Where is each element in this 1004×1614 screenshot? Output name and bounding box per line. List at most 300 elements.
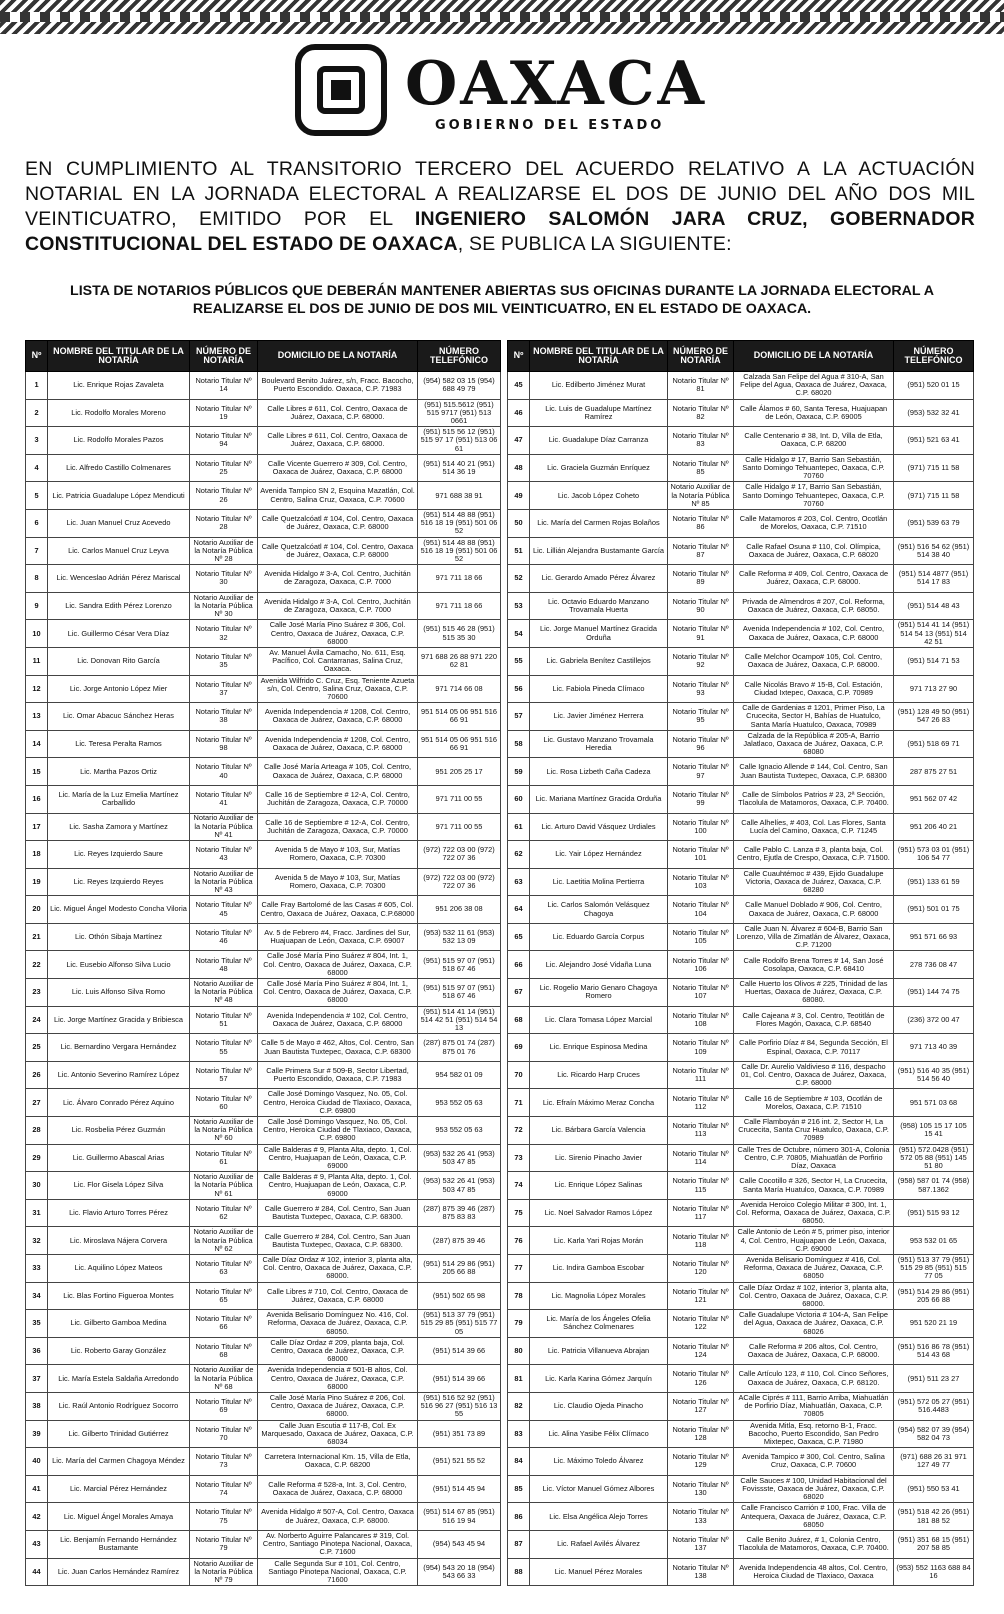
cell-notary-number: Notario Titular Nº 137 <box>668 1530 734 1558</box>
table-header-row <box>508 341 974 372</box>
cell-notary-number: Notario Titular Nº 120 <box>668 1255 734 1283</box>
cell-number: 49 <box>508 482 530 510</box>
cell-name: Lic. María del Carmen Rojas Bolaños <box>530 509 668 537</box>
cell-notary-number: Notario Auxiliar de la Notaría Pública Nº 41 <box>190 813 258 841</box>
table-row <box>26 1448 501 1476</box>
cell-address: ACalle Ciprés # 111, Barrio Arriba, Miahuatlán de Porfirio Díaz, Miahuatlán, Oaxaca, C.P. 70805 <box>734 1392 894 1420</box>
cell-phone: (951) 514 67 85 (951) 516 19 94 <box>418 1503 501 1531</box>
cell-address: Calle José Domingo Vasquez, No. 05, Col. Centro, Heroica Ciudad de Tlaxiaco, Oaxaca, C.P. 69800 <box>258 1089 418 1117</box>
cell-number: 27 <box>26 1089 48 1117</box>
brand-subtitle: GOBIERNO DEL ESTADO <box>435 118 665 133</box>
cell-phone: (951) 518 42 26 (951) 181 88 52 <box>894 1503 974 1531</box>
table-row <box>508 841 974 869</box>
cell-address: Avenida Mitla, Esq. retorno B-1, Fracc. Bacocho, Puerto Escondido, San Pedro Mixtepec, Oaxaca, C.P. 71980 <box>734 1420 894 1448</box>
cell-number: 52 <box>508 565 530 593</box>
cell-phone: (951) 515 97 07 (951) 518 67 46 <box>418 951 501 979</box>
cell-name: Lic. María del Carmen Chagoya Méndez <box>48 1448 190 1476</box>
cell-name: Lic. Yair López Hernández <box>530 841 668 869</box>
table-row <box>26 1365 501 1393</box>
cell-number: 75 <box>508 1199 530 1227</box>
cell-address: Calle Reforma # 528-a, Int. 3, Col. Centro, Oaxaca de Juárez, Oaxaca, C.P. 68000 <box>258 1475 418 1503</box>
cell-address: Calle Fray Bartolomé de las Casas # 605, Col. Centro, Oaxaca de Juárez, Oaxaca, C.P.68000 <box>258 896 418 924</box>
cell-notary-number: Notario Titular Nº 99 <box>668 785 734 813</box>
table-row <box>26 1475 501 1503</box>
table-header-row <box>26 341 501 372</box>
cell-name: Lic. Karla Yari Rojas Morán <box>530 1227 668 1255</box>
cell-phone: (951) 518 69 71 <box>894 730 974 758</box>
cell-phone: (951) 514 4877 (951) 514 17 83 <box>894 565 974 593</box>
cell-address: Calle Libres # 611, Col. Centro, Oaxaca de Juárez, Oaxaca, C.P. 68000. <box>258 427 418 455</box>
table-row <box>26 1558 501 1586</box>
cell-number: 80 <box>508 1337 530 1365</box>
cell-address: Calle 5 de Mayo # 462, Altos, Col. Centro, San Juan Bautista Tuxtepec, Oaxaca, C.P. 68300 <box>258 1034 418 1062</box>
cell-notary-number: Notario Titular Nº 14 <box>190 372 258 400</box>
cell-notary-number: Notario Titular Nº 43 <box>190 841 258 869</box>
cell-address: Avenida Hidalgo # 3-A, Col. Centro, Juchitán de Zaragoza, Oaxaca, C.P. 7000 <box>258 565 418 593</box>
cell-notary-number: Notario Titular Nº 28 <box>190 509 258 537</box>
cell-address: Calle Juan Escutia # 117-B, Col. Ex Marquesado, Oaxaca de Juárez, Oaxaca, C.P. 68034 <box>258 1420 418 1448</box>
cell-name: Lic. Aquilino López Mateos <box>48 1255 190 1283</box>
table-row <box>26 813 501 841</box>
cell-name: Lic. María de los Ángeles Ofelia Sánchez Colmenares <box>530 1310 668 1338</box>
table-row <box>508 647 974 675</box>
cell-phone: 951 206 38 08 <box>418 896 501 924</box>
cell-address: Calle Tres de Octubre, número 301-A, Colonia Centro, C.P. 70805, Miahuatlán de Porfirio Díaz, Oaxaca <box>734 1144 894 1172</box>
cell-name: Lic. Miroslava Nájera Corvera <box>48 1227 190 1255</box>
cell-name: Lic. Othón Sibaja Martínez <box>48 923 190 951</box>
table-row <box>26 537 501 565</box>
cell-phone: (951) 516 40 35 (951) 514 56 40 <box>894 1061 974 1089</box>
table-row <box>26 427 501 455</box>
cell-notary-number: Notario Titular Nº 98 <box>190 730 258 758</box>
table-row <box>508 1034 974 1062</box>
column-header-address: DOMICILIO DE LA NOTARÍA <box>734 341 894 372</box>
cell-address: Calle Balderas # 9, Planta Alta, depto. 1, Col. Centro, Huajuapan de León, Oaxaca, C.P. 69000 <box>258 1144 418 1172</box>
cell-address: Calle Cuauhtémoc # 439, Ejido Guadalupe Victoria, Oaxaca de Juárez, Oaxaca, C.P. 68280 <box>734 868 894 896</box>
cell-notary-number: Notario Titular Nº 45 <box>190 896 258 924</box>
table-row <box>508 1337 974 1365</box>
cell-notary-number: Notario Titular Nº 35 <box>190 647 258 675</box>
cell-phone: (953) 532 26 41 (953) 503 47 85 <box>418 1172 501 1200</box>
cell-name: Lic. Máximo Toledo Álvarez <box>530 1448 668 1476</box>
cell-number: 9 <box>26 592 48 620</box>
cell-name: Lic. Noel Salvador Ramos López <box>530 1199 668 1227</box>
cell-name: Lic. Edilberto Jiménez Murat <box>530 372 668 400</box>
cell-name: Lic. Teresa Peralta Ramos <box>48 730 190 758</box>
cell-number: 81 <box>508 1365 530 1393</box>
cell-number: 46 <box>508 399 530 427</box>
cell-name: Lic. Jorge Antonio López Mier <box>48 675 190 703</box>
cell-number: 68 <box>508 1006 530 1034</box>
cell-notary-number: Notario Titular Nº 85 <box>668 454 734 482</box>
cell-name: Lic. Víctor Manuel Gómez Albores <box>530 1475 668 1503</box>
cell-number: 48 <box>508 454 530 482</box>
table-row <box>26 675 501 703</box>
cell-name: Lic. Roberto Garay González <box>48 1337 190 1365</box>
cell-notary-number: Notario Auxiliar de la Notaría Pública Nº 79 <box>190 1558 258 1586</box>
cell-notary-number: Notario Titular Nº 94 <box>190 427 258 455</box>
cell-phone: (951) 515 93 12 <box>894 1199 974 1227</box>
cell-name: Lic. Carlos Salomón Velásquez Chagoya <box>530 896 668 924</box>
table-row <box>508 675 974 703</box>
cell-phone: (953) 532 11 61 (953) 532 13 09 <box>418 923 501 951</box>
cell-number: 44 <box>26 1558 48 1586</box>
cell-address: Calle Díaz Ordaz # 102, interior 3, planta alta, Col. Centro, Oaxaca de Juárez, Oaxaca, C.P. 68000. <box>734 1282 894 1310</box>
cell-address: Calle Reforma # 206 altos, Col. Centro, Oaxaca de Juárez, Oaxaca, C.P. 68000. <box>734 1337 894 1365</box>
cell-notary-number: Notario Auxiliar de la Notaría Pública Nº 62 <box>190 1227 258 1255</box>
cell-phone: (951) 514 71 53 <box>894 647 974 675</box>
cell-number: 69 <box>508 1034 530 1062</box>
cell-notary-number: Notario Titular Nº 126 <box>668 1365 734 1393</box>
table-row <box>26 730 501 758</box>
cell-address: Calle Pablo C. Lanza # 3, planta baja, Col. Centro, Ejutla de Crespo, Oaxaca, C.P. 71500. <box>734 841 894 869</box>
cell-notary-number: Notario Titular Nº 75 <box>190 1503 258 1531</box>
cell-phone: (287) 875 39 46 <box>418 1227 501 1255</box>
cell-name: Lic. Patricia Guadalupe López Mendicuti <box>48 482 190 510</box>
cell-address: Calle Artículo 123, # 110, Col. Cinco Señores, Oaxaca de Juárez, Oaxaca, C.P. 68120. <box>734 1365 894 1393</box>
cell-phone: 951 571 66 93 <box>894 923 974 951</box>
cell-notary-number: Notario Titular Nº 55 <box>190 1034 258 1062</box>
cell-name: Lic. Efraín Máximo Meraz Concha <box>530 1089 668 1117</box>
cell-notary-number: Notario Titular Nº 61 <box>190 1144 258 1172</box>
cell-address: Calle Alhelíes, # 403, Col. Las Flores, Santa Lucía del Camino, Oaxaca, C.P. 71245 <box>734 813 894 841</box>
table-row <box>26 1530 501 1558</box>
cell-name: Lic. Raúl Antonio Rodríguez Socorro <box>48 1392 190 1420</box>
cell-address: Calle José Domingo Vasquez, No. 05, Col. Centro, Heroica Ciudad de Tlaxiaco, Oaxaca, C.P. 69800 <box>258 1117 418 1145</box>
cell-notary-number: Notario Auxiliar de la Notaría Pública Nº 30 <box>190 592 258 620</box>
cell-notary-number: Notario Titular Nº 73 <box>190 1448 258 1476</box>
cell-notary-number: Notario Titular Nº 19 <box>190 399 258 427</box>
cell-notary-number: Notario Titular Nº 138 <box>668 1558 734 1586</box>
cell-address: Avenida Belisario Domínguez # 416, Col. Reforma, Oaxaca de Juárez, Oaxaca, C.P. 68050 <box>734 1255 894 1283</box>
cell-number: 65 <box>508 923 530 951</box>
cell-number: 38 <box>26 1392 48 1420</box>
cell-notary-number: Notario Titular Nº 70 <box>190 1420 258 1448</box>
cell-number: 61 <box>508 813 530 841</box>
column-header-notary-number: NÚMERO DE NOTARÍA <box>668 341 734 372</box>
cell-number: 63 <box>508 868 530 896</box>
cell-address: Calle Centenario # 38, Int. D, Villa de Etla, Oaxaca, C.P. 68200 <box>734 427 894 455</box>
cell-address: Calle Matamoros # 203, Col. Centro, Ocotlán de Morelos, Oaxaca, C.P. 71510 <box>734 509 894 537</box>
cell-name: Lic. Jorge Manuel Martínez Gracida Orduña <box>530 620 668 648</box>
cell-address: Calle Guerrero # 284, Col. Centro, San Juan Bautista Tuxtepec, Oaxaca, C.P. 68300. <box>258 1199 418 1227</box>
government-logo <box>295 44 715 140</box>
cell-notary-number: Notario Auxiliar de la Notaría Pública Nº 68 <box>190 1365 258 1393</box>
cell-number: 17 <box>26 813 48 841</box>
cell-name: Lic. Antonio Severino Ramírez López <box>48 1061 190 1089</box>
cell-number: 36 <box>26 1337 48 1365</box>
cell-phone: 971 711 18 66 <box>418 592 501 620</box>
table-row <box>26 703 501 731</box>
table-row <box>26 1337 501 1365</box>
cell-name: Lic. Gerardo Amado Pérez Álvarez <box>530 565 668 593</box>
cell-notary-number: Notario Auxiliar de la Notaría Pública Nº 28 <box>190 537 258 565</box>
cell-address: Calle Francisco Carrión # 100, Frac. Villa de Antequera, Oaxaca de Juárez, Oaxaca, C.P. 68050 <box>734 1503 894 1531</box>
notaries-table-left <box>25 340 501 1586</box>
table-row <box>508 1117 974 1145</box>
table-row <box>508 951 974 979</box>
cell-number: 51 <box>508 537 530 565</box>
cell-name: Lic. Clara Tomasa López Marcial <box>530 1006 668 1034</box>
cell-name: Lic. Rodolfo Morales Pazos <box>48 427 190 455</box>
cell-address: Calle Guerrero # 284, Col. Centro, San Juan Bautista Tuxtepec, Oaxaca, C.P. 68300. <box>258 1227 418 1255</box>
cell-number: 20 <box>26 896 48 924</box>
cell-address: Privada de Almendros # 207, Col. Reforma, Oaxaca de Juárez, Oaxaca, C.P. 68050. <box>734 592 894 620</box>
cell-address: Calzada de la República # 205-A, Barrio Jalatlaco, Oaxaca de Juárez, Oaxaca, C.P. 68080 <box>734 730 894 758</box>
cell-number: 3 <box>26 427 48 455</box>
cell-phone: (951) 514 45 94 <box>418 1475 501 1503</box>
cell-notary-number: Notario Auxiliar de la Notaría Pública Nº 60 <box>190 1117 258 1145</box>
cell-notary-number: Notario Titular Nº 121 <box>668 1282 734 1310</box>
cell-address: Calle Cocotillo # 326, Sector H, La Crucecita, Santa María Huatulco, Oaxaca, C.P. 70989 <box>734 1172 894 1200</box>
cell-number: 37 <box>26 1365 48 1393</box>
cell-name: Lic. Guadalupe Díaz Carranza <box>530 427 668 455</box>
cell-address: Calle Guadalupe Victoria # 104-A, San Felipe del Agua, Oaxaca de Juárez, Oaxaca, C.P. 68026 <box>734 1310 894 1338</box>
cell-number: 22 <box>26 951 48 979</box>
cell-phone: (951) 521 63 41 <box>894 427 974 455</box>
column-header-phone: NÚMERO TELEFÓNICO <box>894 341 974 372</box>
cell-address: Calle Libres # 710, Col. Centro, Oaxaca de Juárez, Oaxaca, C.P. 68000 <box>258 1282 418 1310</box>
table-row <box>26 1144 501 1172</box>
cell-address: Calle Primera Sur # 509-B, Sector Libertad, Puerto Escondido, Oaxaca, C.P. 71983 <box>258 1061 418 1089</box>
cell-phone: (951) 351 68 15 (951) 207 58 85 <box>894 1530 974 1558</box>
table-row <box>26 565 501 593</box>
column-header-phone: NÚMERO TELEFÓNICO <box>418 341 501 372</box>
cell-number: 72 <box>508 1117 530 1145</box>
cell-address: Av. Manuel Ávila Camacho, No. 611, Esq. Pacífico, Col. Cantarranas, Salina Cruz, Oaxaca. <box>258 647 418 675</box>
cell-notary-number: Notario Titular Nº 74 <box>190 1475 258 1503</box>
cell-number: 54 <box>508 620 530 648</box>
cell-phone: (951) 514 48 43 <box>894 592 974 620</box>
cell-address: Calle Segunda Sur # 101, Col. Centro, Santiago Pinotepa Nacional, Oaxaca, C.P. 71600 <box>258 1558 418 1586</box>
cell-number: 15 <box>26 758 48 786</box>
cell-name: Lic. Ricardo Harp Cruces <box>530 1061 668 1089</box>
cell-name: Lic. Alina Yasibe Félix Clímaco <box>530 1420 668 1448</box>
cell-notary-number: Notario Titular Nº 118 <box>668 1227 734 1255</box>
cell-notary-number: Notario Titular Nº 82 <box>668 399 734 427</box>
cell-address: Avenida Tampico SN 2, Esquina Mazatlán, Col. Centro, Salina Cruz, Oaxaca, C.P. 70600 <box>258 482 418 510</box>
cell-number: 25 <box>26 1034 48 1062</box>
cell-number: 82 <box>508 1392 530 1420</box>
cell-name: Lic. Juan Carlos Hernández Ramírez <box>48 1558 190 1586</box>
cell-address: Calzada San Felipe del Agua # 310-A, San Felipe del Agua, Oaxaca de Juárez, Oaxaca, C.P. 68020 <box>734 372 894 400</box>
column-header-name: NOMBRE DEL TITULAR DE LA NOTARÍA <box>530 341 668 372</box>
column-header-name: NOMBRE DEL TITULAR DE LA NOTARÍA <box>48 341 190 372</box>
cell-phone: (951) 515 46 28 (951) 515 35 30 <box>418 620 501 648</box>
table-row <box>508 565 974 593</box>
table-row <box>508 813 974 841</box>
cell-address: Calle Álamos # 60, Santa Teresa, Huajuapan de León, Oaxaca, C.P. 69005 <box>734 399 894 427</box>
column-header-address: DOMICILIO DE LA NOTARÍA <box>258 341 418 372</box>
cell-phone: 953 552 05 63 <box>418 1089 501 1117</box>
cell-number: 64 <box>508 896 530 924</box>
table-row <box>508 1144 974 1172</box>
cell-phone: (951) 514 48 88 (951) 516 18 19 (951) 501 06 52 <box>418 509 501 537</box>
cell-address: Avenida Independencia # 501-B altos, Col. Centro, Oaxaca de Juárez, Oaxaca, C.P. 68000 <box>258 1365 418 1393</box>
cell-number: 85 <box>508 1475 530 1503</box>
cell-phone: (951) 539 63 79 <box>894 509 974 537</box>
cell-address: Calle Antonio de León # 5, primer piso, interior 4, Col. Centro, Huajuapan de León, Oaxaca, C.P. 69000 <box>734 1227 894 1255</box>
cell-phone: (951) 513 37 79 (951) 515 29 85 (951) 515 77 05 <box>894 1255 974 1283</box>
cell-notary-number: Notario Titular Nº 107 <box>668 979 734 1007</box>
cell-address: Calle 16 de Septiembre # 12-A, Col. Centro, Juchitán de Zaragoza, Oaxaca, C.P. 70000 <box>258 813 418 841</box>
cell-notary-number: Notario Titular Nº 37 <box>190 675 258 703</box>
cell-notary-number: Notario Titular Nº 40 <box>190 758 258 786</box>
cell-notary-number: Notario Titular Nº 66 <box>190 1310 258 1338</box>
cell-phone: (951) 514 40 21 (951) 514 36 19 <box>418 454 501 482</box>
table-row <box>26 841 501 869</box>
cell-address: Avenida Independencia # 1208, Col. Centro, Oaxaca de Juárez, Oaxaca, C.P. 68000 <box>258 730 418 758</box>
cell-address: Avenida 5 de Mayo # 103, Sur, Matías Romero, Oaxaca, C.P. 70300 <box>258 868 418 896</box>
cell-name: Lic. Manuel Pérez Morales <box>530 1558 668 1586</box>
cell-number: 78 <box>508 1282 530 1310</box>
cell-name: Lic. Rafael Avilés Álvarez <box>530 1530 668 1558</box>
cell-notary-number: Notario Titular Nº 79 <box>190 1530 258 1558</box>
cell-number: 34 <box>26 1282 48 1310</box>
cell-name: Lic. Martha Pazos Ortiz <box>48 758 190 786</box>
cell-name: Lic. Luis de Guadalupe Martínez Ramírez <box>530 399 668 427</box>
table-row <box>508 1530 974 1558</box>
table-row <box>26 620 501 648</box>
table-row <box>508 1448 974 1476</box>
cell-address: Calle Nicolás Bravo # 15-B, Col. Estación, Ciudad Ixtepec, Oaxaca, C.P. 70989 <box>734 675 894 703</box>
table-row <box>26 1392 501 1420</box>
table-row <box>26 951 501 979</box>
cell-number: 29 <box>26 1144 48 1172</box>
table-row <box>508 482 974 510</box>
cell-phone: (951) 128 49 50 (951) 547 26 83 <box>894 703 974 731</box>
cell-number: 1 <box>26 372 48 400</box>
cell-phone: (971) 688 26 31 971 127 49 77 <box>894 1448 974 1476</box>
cell-notary-number: Notario Titular Nº 117 <box>668 1199 734 1227</box>
cell-phone: (954) 582 03 15 (954) 688 49 79 <box>418 372 501 400</box>
cell-notary-number: Notario Titular Nº 48 <box>190 951 258 979</box>
cell-number: 30 <box>26 1172 48 1200</box>
table-row <box>508 1310 974 1338</box>
table-row <box>508 1227 974 1255</box>
cell-number: 88 <box>508 1558 530 1586</box>
cell-number: 26 <box>26 1061 48 1089</box>
column-header-number: Nº <box>508 341 530 372</box>
table-row <box>508 537 974 565</box>
cell-address: Calle Hidalgo # 17, Barrio San Sebastián, Santo Domingo Tehuantepec, Oaxaca, C.P. 70760 <box>734 454 894 482</box>
cell-address: Calle José María Pino Suárez # 804, Int. 1, Col. Centro, Oaxaca de Juárez, Oaxaca, C.P. 68000 <box>258 951 418 979</box>
cell-notary-number: Notario Titular Nº 129 <box>668 1448 734 1476</box>
cell-address: Calle de Símbolos Patrios # 23, 2ª Sección, Tlacolula de Matamoros, Oaxaca, C.P. 70400. <box>734 785 894 813</box>
cell-notary-number: Notario Titular Nº 115 <box>668 1172 734 1200</box>
cell-name: Lic. Bárbara García Valencia <box>530 1117 668 1145</box>
cell-address: Calle Quetzalcóatl # 104, Col. Centro, Oaxaca de Juárez, Oaxaca, C.P. 68000 <box>258 509 418 537</box>
cell-notary-number: Notario Titular Nº 38 <box>190 703 258 731</box>
cell-name: Lic. Eduardo García Corpus <box>530 923 668 951</box>
cell-notary-number: Notario Titular Nº 25 <box>190 454 258 482</box>
cell-number: 71 <box>508 1089 530 1117</box>
cell-name: Lic. Karla Karina Gómez Jarquín <box>530 1365 668 1393</box>
decorative-top-border <box>0 0 1004 34</box>
cell-name: Lic. Bernardino Vergara Hernández <box>48 1034 190 1062</box>
cell-phone: (951) 144 74 75 <box>894 979 974 1007</box>
cell-name: Lic. Guillermo Abascal Arias <box>48 1144 190 1172</box>
table-row <box>26 868 501 896</box>
cell-phone: (971) 715 11 58 <box>894 482 974 510</box>
cell-name: Lic. Mariana Martínez Gracida Orduña <box>530 785 668 813</box>
cell-number: 28 <box>26 1117 48 1145</box>
cell-name: Lic. Blas Fortino Figueroa Montes <box>48 1282 190 1310</box>
table-row <box>508 1255 974 1283</box>
cell-address: Avenida Tampico # 300, Col. Centro, Salina Cruz, Oaxaca, C.P. 70600 <box>734 1448 894 1476</box>
cell-notary-number: Notario Titular Nº 133 <box>668 1503 734 1531</box>
cell-address: Calle José María Pino Suárez # 804, Int. 1, Col. Centro, Oaxaca de Juárez, Oaxaca, C.P. 68000 <box>258 979 418 1007</box>
cell-address: Calle 16 de Septiembre # 12-A, Col. Centro, Juchitán de Zaragoza, Oaxaca, C.P. 70000 <box>258 785 418 813</box>
cell-notary-number: Notario Titular Nº 130 <box>668 1475 734 1503</box>
cell-name: Lic. Carlos Manuel Cruz Leyva <box>48 537 190 565</box>
cell-address: Calle José María Pino Suárez # 206, Col. Centro, Oaxaca de Juárez, Oaxaca, C.P. 68000. <box>258 1392 418 1420</box>
table-row <box>26 1420 501 1448</box>
table-row <box>508 1365 974 1393</box>
cell-phone: 954 582 01 09 <box>418 1061 501 1089</box>
cell-name: Lic. Elsa Angélica Alejo Torres <box>530 1503 668 1531</box>
cell-address: Calle Flamboyán # 216 int. 2, Sector H, La Crucecita, Santa Cruz Huatulco, Oaxaca, C.P. 70989 <box>734 1117 894 1145</box>
cell-phone: 971 688 26 88 971 220 62 81 <box>418 647 501 675</box>
cell-phone: (951) 520 01 15 <box>894 372 974 400</box>
cell-name: Lic. Jorge Martínez Gracida y Bribiesca <box>48 1006 190 1034</box>
cell-phone: (972) 722 03 00 (972) 722 07 36 <box>418 841 501 869</box>
cell-phone: (951) 521 55 52 <box>418 1448 501 1476</box>
cell-phone: (951) 133 61 59 <box>894 868 974 896</box>
cell-phone: 278 736 08 47 <box>894 951 974 979</box>
cell-number: 42 <box>26 1503 48 1531</box>
cell-address: Avenida Heroico Colegio Militar # 300, Int. 1, Col. Reforma, Oaxaca de Juárez, Oaxaca, C.P. 68050. <box>734 1199 894 1227</box>
cell-phone: 953 552 05 63 <box>418 1117 501 1145</box>
cell-notary-number: Notario Titular Nº 30 <box>190 565 258 593</box>
cell-notary-number: Notario Titular Nº 109 <box>668 1034 734 1062</box>
cell-name: Lic. Sirenio Pinacho Javier <box>530 1144 668 1172</box>
intro-text-1: EN CUMPLIMIENTO AL TRANSITORIO TERCERO DEL ACUERDO RELATIVO A LA ACTUACIÓN NOTARIAL EN LA JORNADA ELECTORAL A REALIZARSE EL DOS DE JUNIO DEL AÑO DOS MIL VEINTICUATRO, EMITIDO POR EL <box>25 158 975 230</box>
cell-number: 67 <box>508 979 530 1007</box>
cell-phone: (953) 532 32 41 <box>894 399 974 427</box>
table-row <box>26 1006 501 1034</box>
cell-phone: 971 688 38 91 <box>418 482 501 510</box>
cell-name: Lic. Alejandro José Vidaña Luna <box>530 951 668 979</box>
cell-notary-number: Notario Titular Nº 105 <box>668 923 734 951</box>
cell-notary-number: Notario Titular Nº 51 <box>190 1006 258 1034</box>
cell-number: 19 <box>26 868 48 896</box>
cell-name: Lic. Gilberto Trinidad Gutiérrez <box>48 1420 190 1448</box>
cell-phone: (951) 515 56 12 (951) 515 97 17 (951) 513 06 61 <box>418 427 501 455</box>
table-row <box>26 482 501 510</box>
cell-name: Lic. Flor Gisela López Silva <box>48 1172 190 1200</box>
cell-address: Avenida Independencia # 102, Col. Centro, Oaxaca de Juárez, Oaxaca, C.P. 68000 <box>734 620 894 648</box>
cell-phone: 971 713 40 39 <box>894 1034 974 1062</box>
cell-phone: 971 711 18 66 <box>418 565 501 593</box>
table-row <box>26 1061 501 1089</box>
cell-notary-number: Notario Titular Nº 86 <box>668 509 734 537</box>
table-row <box>508 758 974 786</box>
cell-name: Lic. Reyes Izquierdo Saure <box>48 841 190 869</box>
cell-number: 2 <box>26 399 48 427</box>
cell-notary-number: Notario Titular Nº 127 <box>668 1392 734 1420</box>
cell-address: Avenida Wilfrido C. Cruz, Esq. Teniente Azueta s/n, Col. Centro, Salina Cruz, Oaxaca, C.P. 70600 <box>258 675 418 703</box>
cell-phone: (951) 351 73 89 <box>418 1420 501 1448</box>
cell-number: 32 <box>26 1227 48 1255</box>
cell-notary-number: Notario Titular Nº 106 <box>668 951 734 979</box>
cell-name: Lic. Enrique Espinosa Medina <box>530 1034 668 1062</box>
cell-notary-number: Notario Titular Nº 46 <box>190 923 258 951</box>
cell-number: 24 <box>26 1006 48 1034</box>
cell-number: 6 <box>26 509 48 537</box>
table-row <box>508 979 974 1007</box>
cell-name: Lic. Sandra Edith Pérez Lorenzo <box>48 592 190 620</box>
